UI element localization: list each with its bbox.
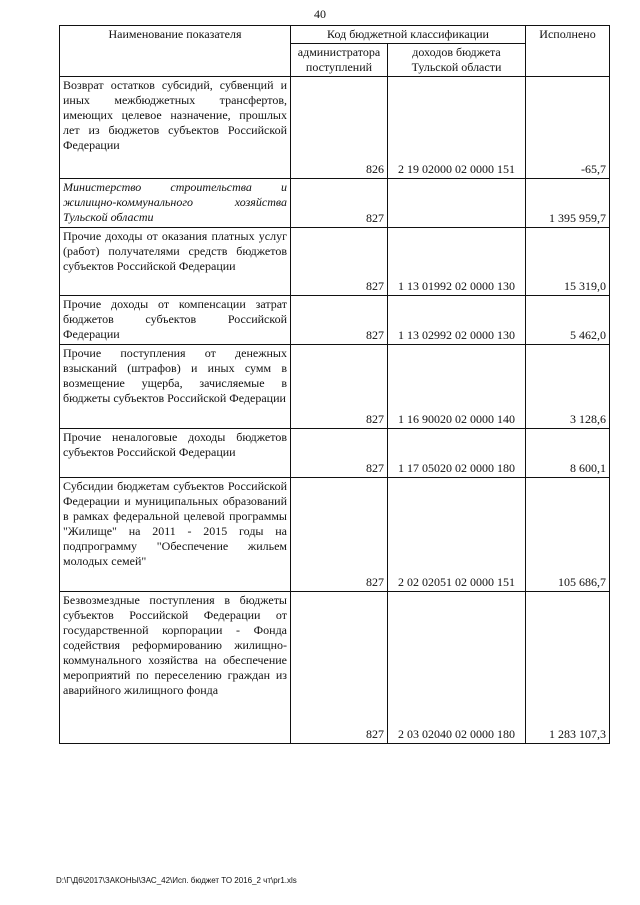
table-row	[60, 429, 610, 478]
row-amount: 15 319,0	[526, 228, 610, 296]
table-row	[60, 345, 610, 429]
budget-table	[59, 25, 610, 744]
row-name: Прочие доходы от оказания платных услуг (работ) получателями средств бюджетов субъектов Российской Федерации	[60, 228, 291, 296]
page-number: 40	[314, 7, 326, 21]
row-amount: 3 128,6	[526, 345, 610, 429]
row-admin-code: 827	[291, 179, 388, 228]
row-amount: 1 283 107,3	[526, 592, 610, 744]
row-amount: 105 686,7	[526, 478, 610, 592]
row-admin-code: 827	[291, 592, 388, 744]
row-income-code: 2 03 02040 02 0000 180	[388, 592, 526, 744]
row-admin-code: 827	[291, 429, 388, 478]
header-code-group: Код бюджетной классификации	[291, 26, 526, 44]
table-row	[60, 77, 610, 179]
row-income-code: 2 19 02000 02 0000 151	[388, 77, 526, 179]
row-admin-code: 827	[291, 345, 388, 429]
table-row	[60, 179, 610, 228]
header-income: доходов бюджета Тульской области	[388, 44, 526, 77]
row-admin-code: 827	[291, 296, 388, 345]
table-row	[60, 592, 610, 744]
row-name: Возврат остатков субсидий, субвенций и иных межбюджетных трансфертов, имеющих целевое назначение, прошлых лет из бюджетов субъектов Российской Федерации	[60, 77, 291, 179]
header-name: Наименование показателя	[60, 26, 291, 77]
row-name: Прочие поступления от денежных взысканий (штрафов) и иных сумм в возмещение ущерба, зачисляемые в бюджеты субъектов Российской Федерации	[60, 345, 291, 429]
table-header-row	[60, 26, 610, 44]
row-income-code	[388, 179, 526, 228]
row-name: Субсидии бюджетам субъектов Российской Федерации и муниципальных образований в рамках федеральной целевой программы "Жилище" на 2011 - 2015 годы на подпрограмму "Обеспечение жильем молодых семей"	[60, 478, 291, 592]
row-income-code: 1 13 01992 02 0000 130	[388, 228, 526, 296]
file-path-footer: D:\Г\Д6\2017\ЗАКОНЫ\ЗАС_42\Исп. бюджет ТО 2016_2 чт\pr1.xls	[56, 876, 297, 885]
row-income-code: 1 13 02992 02 0000 130	[388, 296, 526, 345]
row-name: Прочие неналоговые доходы бюджетов субъектов Российской Федерации	[60, 429, 291, 478]
row-amount: 5 462,0	[526, 296, 610, 345]
row-name: Министерство строительства и жилищно-коммунального хозяйства Тульской области	[60, 179, 291, 228]
row-amount: -65,7	[526, 77, 610, 179]
table-row	[60, 228, 610, 296]
row-income-code: 2 02 02051 02 0000 151	[388, 478, 526, 592]
row-admin-code: 827	[291, 478, 388, 592]
row-amount: 1 395 959,7	[526, 179, 610, 228]
header-admin: администратора поступлений	[291, 44, 388, 77]
row-name: Безвозмездные поступления в бюджеты субъектов Российской Федерации от государственной корпорации - Фонда содействия реформированию жилищно-коммунального хозяйства на обеспечение мероприятий по переселению граждан из аварийного жилищного фонда	[60, 592, 291, 744]
table-row	[60, 478, 610, 592]
row-name: Прочие доходы от компенсации затрат бюджетов субъектов Российской Федерации	[60, 296, 291, 345]
row-income-code: 1 17 05020 02 0000 180	[388, 429, 526, 478]
row-income-code: 1 16 90020 02 0000 140	[388, 345, 526, 429]
row-admin-code: 827	[291, 228, 388, 296]
row-admin-code: 826	[291, 77, 388, 179]
row-amount: 8 600,1	[526, 429, 610, 478]
header-amount: Исполнено	[526, 26, 610, 77]
table-row	[60, 296, 610, 345]
